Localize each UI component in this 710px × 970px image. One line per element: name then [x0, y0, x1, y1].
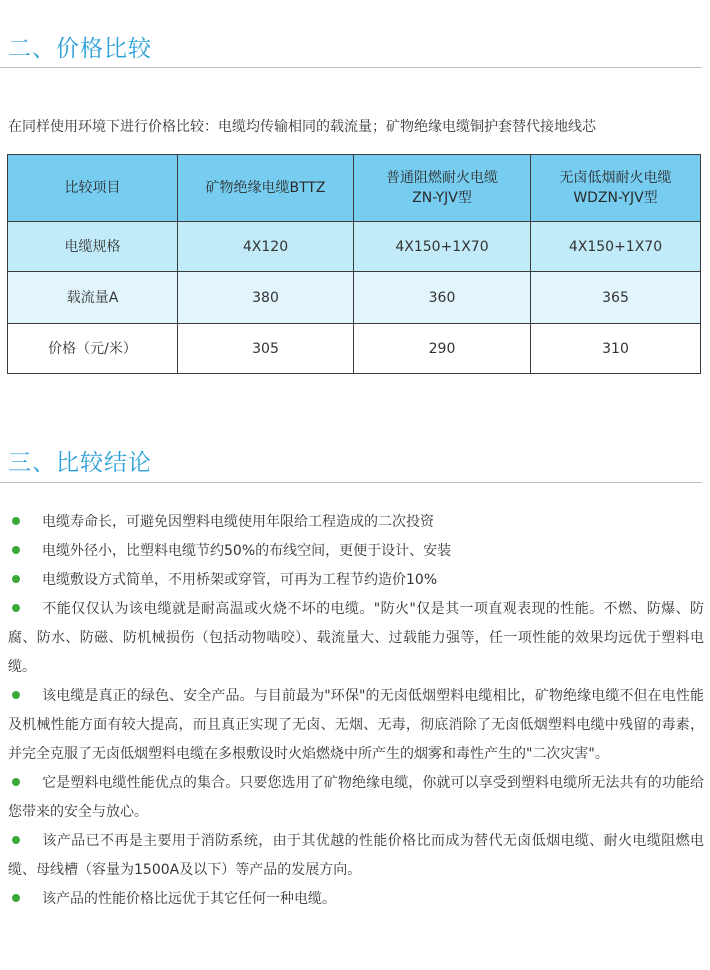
table-cell: 305: [178, 324, 354, 374]
price-comparison-intro: 在同样使用环境下进行价格比较：电缆均传输相同的载流量；矿物绝缘电缆铜护套替代接地线芯: [8, 119, 596, 135]
table-row: [8, 222, 701, 272]
section-3-title: 三、比较结论: [8, 450, 152, 476]
table-cell: 4X150+1X70: [531, 222, 701, 272]
table-row: [8, 324, 701, 374]
table-header-cell: 矿物绝缘电缆BTTZ: [178, 155, 354, 222]
bullet-dot-icon: [12, 778, 20, 786]
section-2-divider: [0, 67, 702, 68]
conclusion-list: [8, 508, 704, 914]
list-item: 该电缆是真正的绿色、安全产品。与目前最为"环保"的无卤低烟塑料电缆相比，矿物绝缘电缆不但在电性能及机械性能方面有较大提高，而且真正实现了无卤、无烟、无毒，彻底消除了无卤低烟塑料电缆中残留的毒素，并完全克服了无卤低烟塑料电缆在多根敷设时火焰燃烧中所产生的烟雾和毒性产生的"二次灾害"。: [8, 688, 704, 762]
bullet-dot-icon: [12, 836, 20, 844]
table-cell: 4X120: [178, 222, 354, 272]
table-cell: 价格（元/米）: [8, 324, 178, 374]
list-item: 该产品已不再是主要用于消防系统，由于其优越的性能价格比而成为替代无卤低烟电缆、耐火电缆阻燃电缆、母线槽（容量为1500A及以下）等产品的发展方向。: [8, 833, 704, 878]
bullet-dot-icon: [12, 604, 20, 612]
table-cell: 360: [354, 272, 531, 324]
list-item: 不能仅仅认为该电缆就是耐高温或火烧不坏的电缆。"防火"仅是其一项直观表现的性能。不燃、防爆、防腐、防水、防磁、防机械损伤（包括动物啮咬）、载流量大、过载能力强等，任一项性能的效果均远优于塑料电缆。: [8, 601, 704, 675]
table-header-cell: 无卤低烟耐火电缆 WDZN-YJV型: [531, 155, 701, 222]
price-comparison-table: [7, 154, 701, 374]
bullet-dot-icon: [12, 691, 20, 699]
bullet-dot-icon: [12, 575, 20, 583]
bullet-dot-icon: [12, 546, 20, 554]
table-header-row: [8, 155, 701, 222]
table-cell: 载流量A: [8, 272, 178, 324]
table-cell: 365: [531, 272, 701, 324]
table-cell: 380: [178, 272, 354, 324]
list-item: 电缆敷设方式简单，不用桥架或穿管，可再为工程节约造价10%: [8, 566, 704, 595]
table-header-cell: 普通阻燃耐火电缆 ZN-YJV型: [354, 155, 531, 222]
list-item: 电缆外径小，比塑料电缆节约50%的布线空间，更便于设计、安装: [8, 537, 704, 566]
table-row: [8, 272, 701, 324]
table-cell: 电缆规格: [8, 222, 178, 272]
table-header-cell: 比较项目: [8, 155, 178, 222]
section-3-divider: [0, 482, 702, 483]
list-item: 该产品的性能价格比远优于其它任何一种电缆。: [8, 885, 704, 914]
table-cell: 310: [531, 324, 701, 374]
list-item: 它是塑料电缆性能优点的集合。只要您选用了矿物绝缘电缆，你就可以享受到塑料电缆所无法共有的功能给您带来的安全与放心。: [8, 775, 704, 820]
table-cell: 4X150+1X70: [354, 222, 531, 272]
bullet-dot-icon: [12, 517, 20, 525]
section-2-title: 二、价格比较: [8, 36, 152, 62]
table-cell: 290: [354, 324, 531, 374]
list-item: 电缆寿命长，可避免因塑料电缆使用年限给工程造成的二次投资: [8, 508, 704, 537]
bullet-dot-icon: [12, 894, 20, 902]
